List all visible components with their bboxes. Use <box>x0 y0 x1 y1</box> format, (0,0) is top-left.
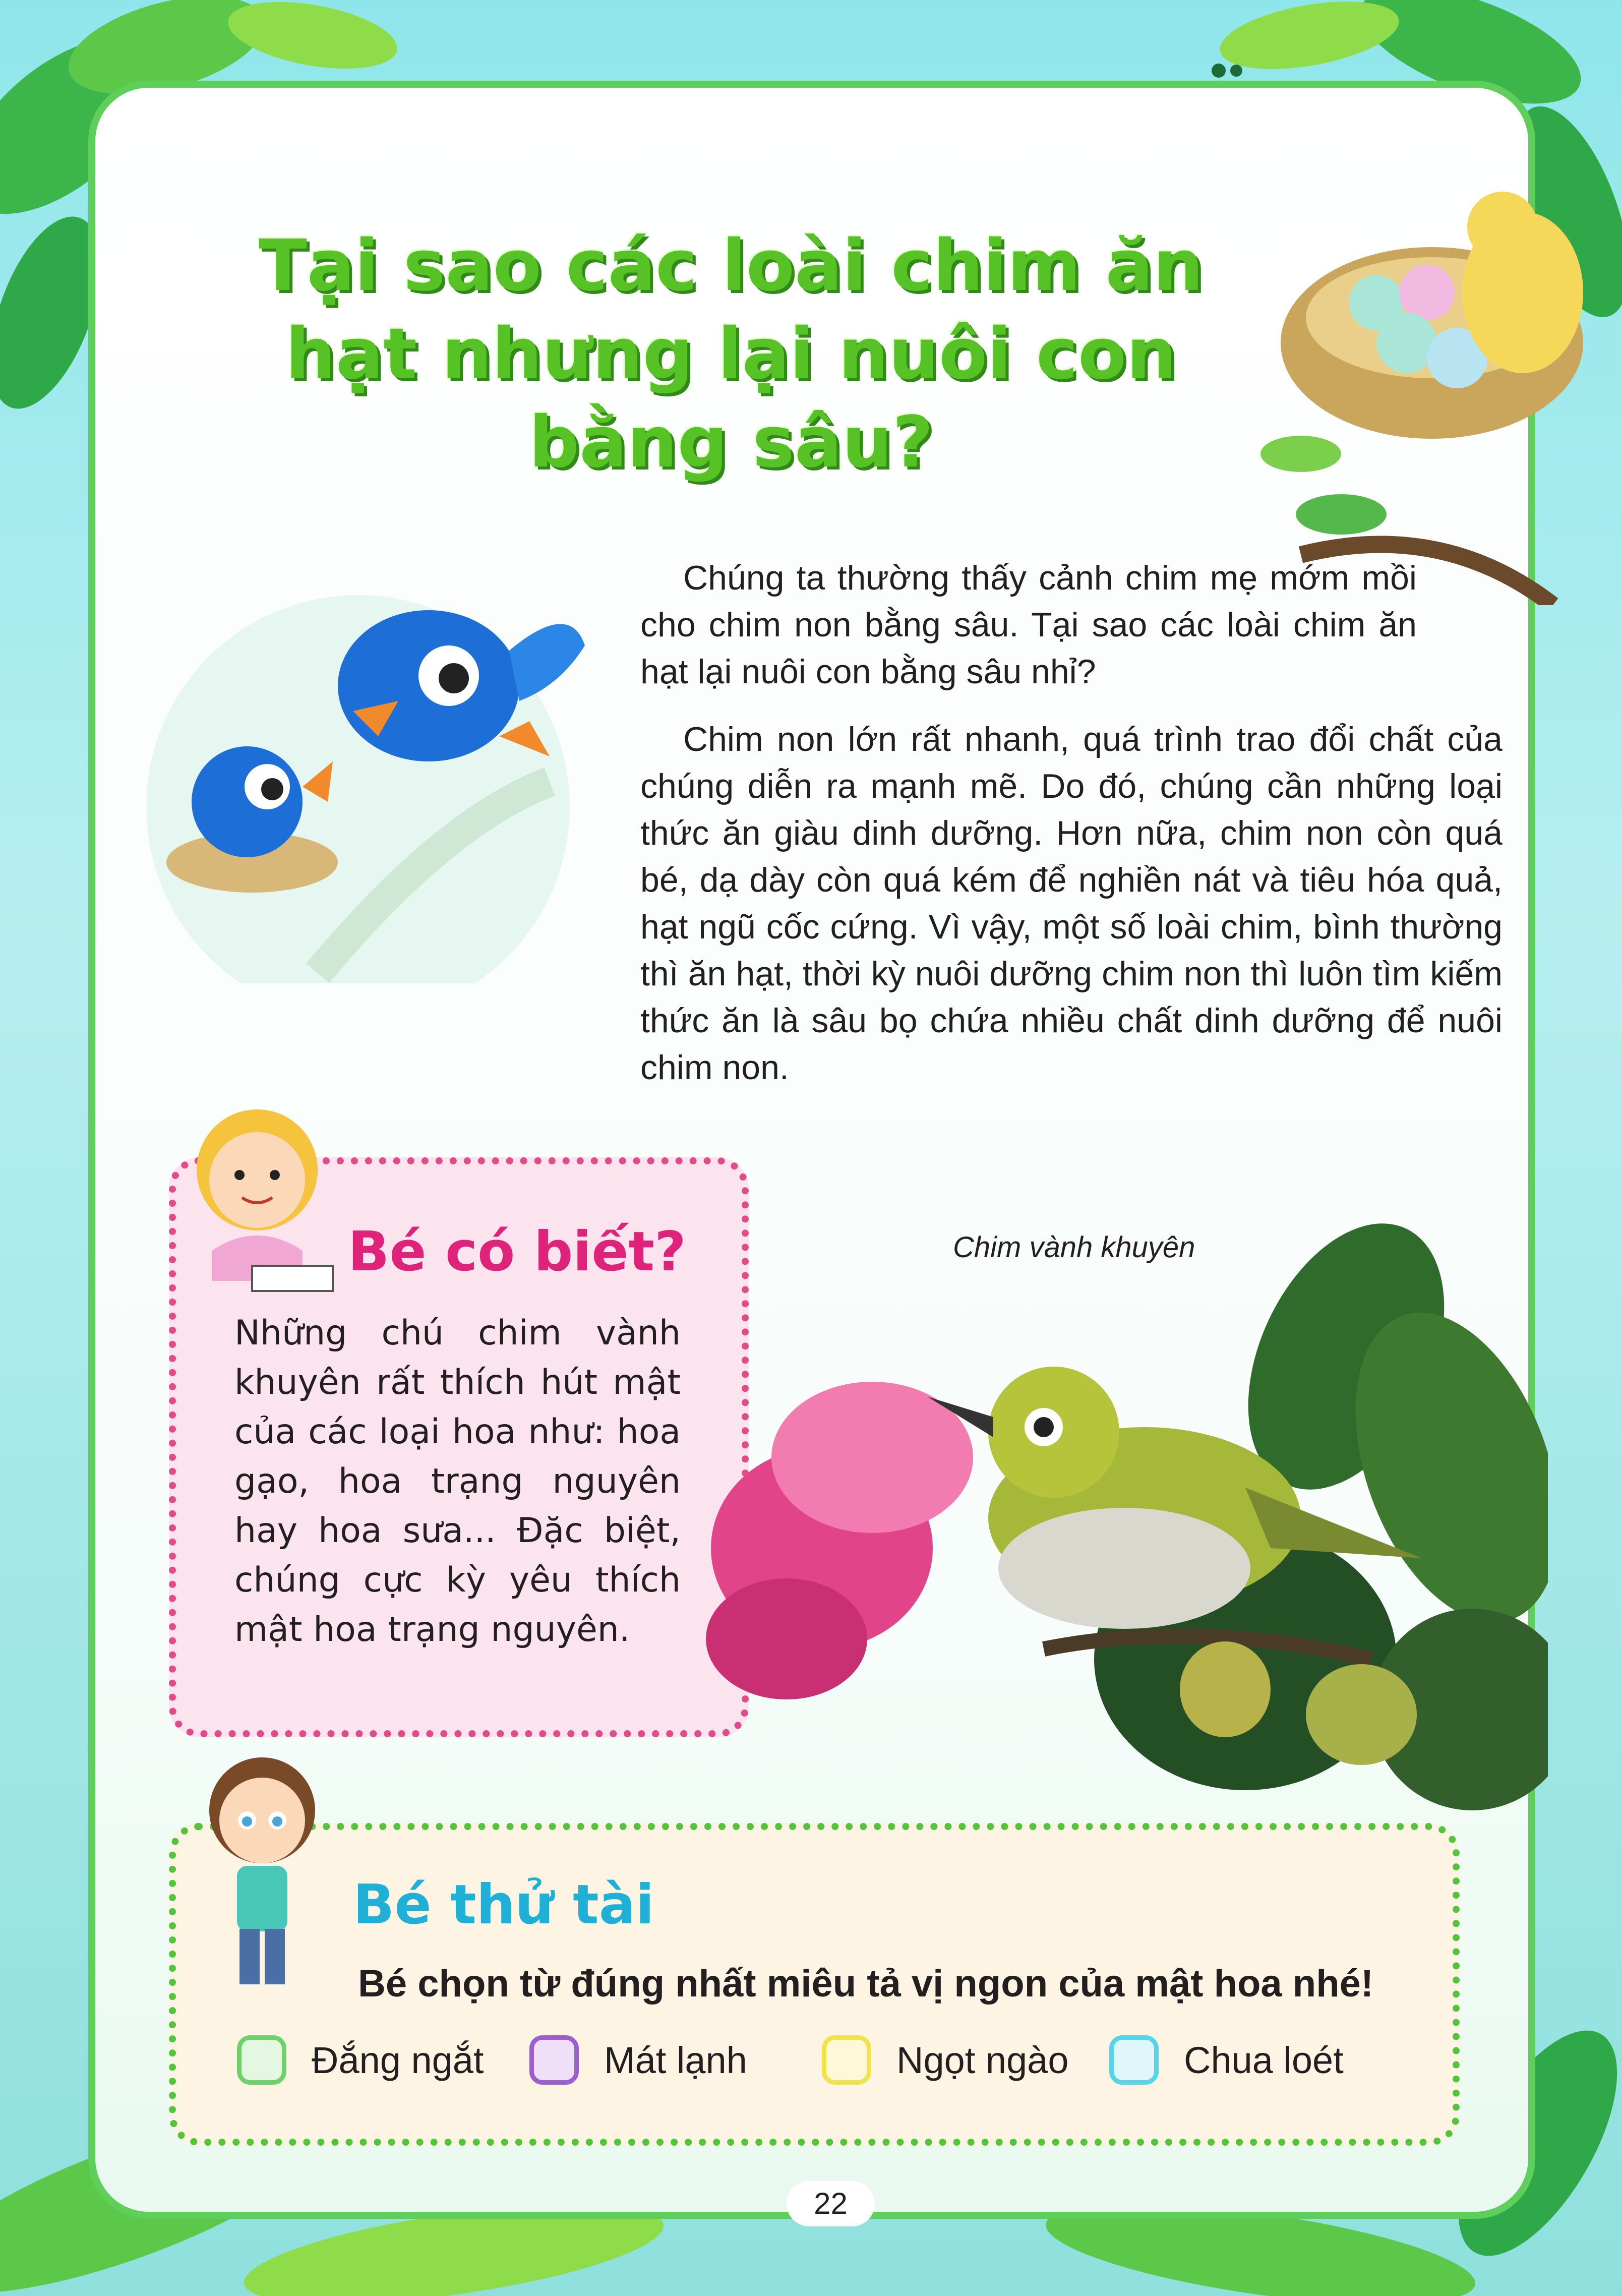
option-label: Chua loét <box>1184 2039 1344 2081</box>
quiz-option-sour[interactable] <box>1109 2032 1344 2088</box>
option-checkbox[interactable] <box>822 2035 871 2085</box>
page-number: 22 <box>787 2181 875 2226</box>
option-checkbox[interactable] <box>237 2035 286 2085</box>
quiz-option-cool[interactable] <box>529 2032 747 2088</box>
white-eye-bird-photo <box>691 1205 1548 1826</box>
thinking-boy-illustration <box>197 1750 328 1992</box>
quiz-option-bitter[interactable] <box>237 2032 484 2088</box>
explanation-paragraph: Chim non lớn rất nhanh, quá trình trao đổi chất của chúng diễn ra mạnh mẽ. Do đó, chúng cần những loại thức ăn giàu dinh dưỡng. Hơn nữa, chim non còn quá bé, dạ dày còn quá kém để nghiền nát và tiêu hóa quả, hạt ngũ cốc cứng. Vì vậy, một số loài chim, bình thường thì ăn hạt, thời kỳ nuôi dưỡng chim non thì luôn tìm kiếm thức ăn là sâu bọ chứa nhiều chất dinh dưỡng để nuôi chim non. <box>640 720 1503 1087</box>
option-checkbox[interactable] <box>1109 2035 1159 2085</box>
bird-nest-illustration <box>1240 192 1593 605</box>
photo-caption: Chim vành khuyên <box>953 1231 1195 1264</box>
fun-fact-title: Bé có biết? <box>348 1220 686 1283</box>
fun-fact-text: Những chú chim vành khuyên rất thích hút mật của các loại hoa như: hoa gạo, hoa trạng nguyên hay hoa sưa... Đặc biệt, chúng cực kỳ yêu thích mật hoa trạng nguyên. <box>234 1313 681 1650</box>
option-checkbox[interactable] <box>529 2035 579 2085</box>
option-label: Mát lạnh <box>604 2039 747 2081</box>
quiz-option-sweet[interactable] <box>822 2032 1069 2088</box>
blue-birds-illustration <box>116 570 620 983</box>
girl-reading-illustration <box>176 1099 348 1301</box>
option-label: Ngọt ngào <box>896 2039 1069 2081</box>
option-label: Đắng ngắt <box>312 2039 484 2081</box>
quiz-question: Bé chọn từ đúng nhất miêu tả vị ngon của mật hoa nhé! <box>358 1962 1374 2005</box>
intro-paragraph: Chúng ta thường thấy cảnh chim mẹ mớm mồi cho chim non bằng sâu. Tại sao các loài chim ăn hạt lại nuôi con bằng sâu nhỉ? <box>640 559 1417 691</box>
page-title: Tại sao các loài chim ăn hạt nhưng lại nuôi con bằng sâu? <box>259 225 1204 484</box>
quiz-title: Bé thử tài <box>353 1873 654 1936</box>
